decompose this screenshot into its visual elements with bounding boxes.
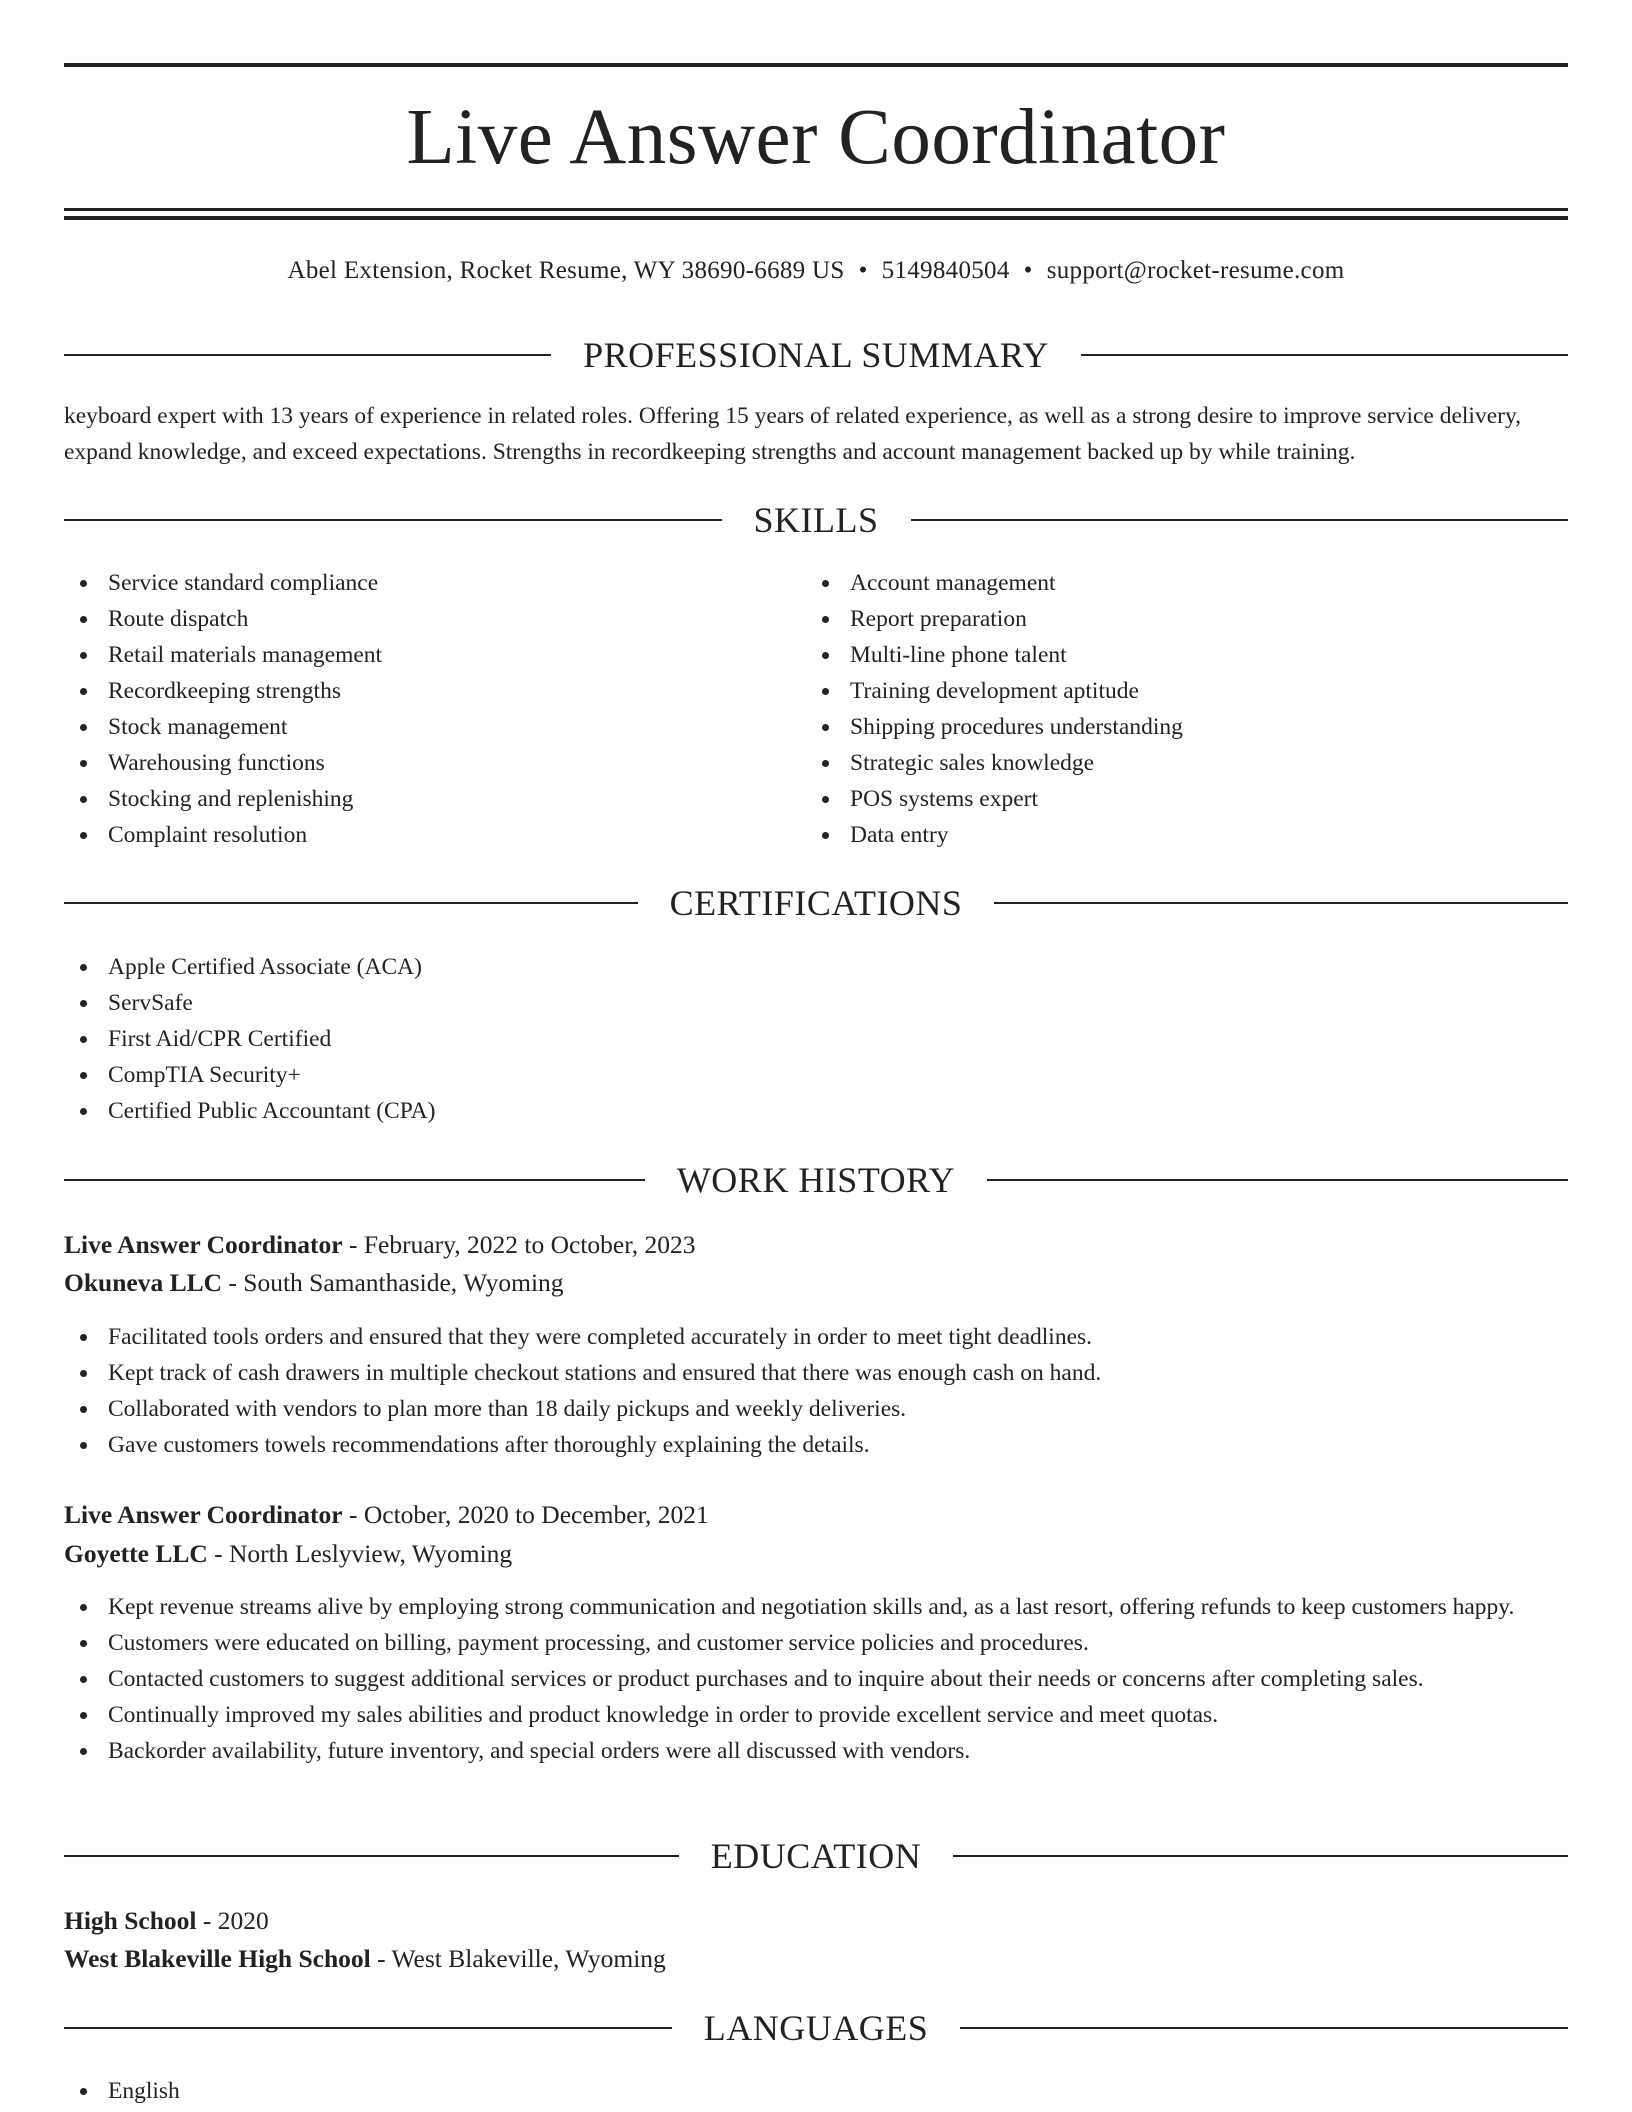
section-title: CERTIFICATIONS [669,883,963,923]
section-header-skills [64,498,1568,542]
job-bullet: Customers were educated on billing, payment processing, and customer service policies and procedures. [64,1625,1568,1661]
section-title: WORK HISTORY [676,1160,956,1200]
job-bullet: Collaborated with vendors to plan more than 18 daily pickups and weekly deliveries. [64,1391,1568,1427]
job-bullet: Facilitated tools orders and ensured that they were completed accurately in order to meet tight deadlines. [64,1319,1568,1355]
job-bullet: Kept track of cash drawers in multiple checkout stations and ensured that there was enough cash on hand. [64,1355,1568,1391]
job-dates: - February, 2022 to October, 2023 [342,1230,696,1259]
skill-item: Stock management [64,709,744,745]
certification-item: Certified Public Accountant (CPA) [64,1093,964,1129]
skills-list-left [64,565,744,853]
section-rule [987,1179,1568,1181]
skill-item: Training development aptitude [806,673,1506,709]
section-title: EDUCATION [710,1836,922,1876]
job-company: Goyette LLC [64,1539,208,1568]
skill-item: Account management [806,565,1506,601]
education-degree: High School [64,1906,197,1935]
certification-item: Apple Certified Associate (ACA) [64,949,964,985]
section-rule [911,519,1569,521]
job-location: - South Samanthaside, Wyoming [222,1268,564,1297]
job-title: Live Answer Coordinator [64,1500,343,1529]
skill-item: Strategic sales knowledge [806,745,1506,781]
resume-title: Live Answer Coordinator [406,94,1226,181]
skill-item: Data entry [806,817,1506,853]
skill-item: Complaint resolution [64,817,744,853]
job-title: Live Answer Coordinator [64,1230,343,1259]
job-title-line [64,1226,1568,1264]
section-header-certifications [64,881,1568,925]
job-bullet: Contacted customers to suggest additional services or product purchases and to inquire about their needs or concerns after completing sales. [64,1661,1568,1697]
section-rule [64,2027,672,2029]
skill-item: Retail materials management [64,637,744,673]
skill-item: POS systems expert [806,781,1506,817]
section-rule [64,1179,645,1181]
education-degree-line [64,1902,1568,1940]
contact-phone: 5149840504 [881,257,1010,284]
section-rule [960,2027,1568,2029]
job-location: - North Leslyview, Wyoming [207,1539,513,1568]
job-bullet: Continually improved my sales abilities and product knowledge in order to provide excellent service and meet quotas. [64,1697,1568,1733]
top-rule [64,63,1568,67]
job-company: Okuneva LLC [64,1268,223,1297]
skill-item: Report preparation [806,601,1506,637]
skill-item: Stocking and replenishing [64,781,744,817]
section-rule [64,354,551,356]
skill-item: Service standard compliance [64,565,744,601]
languages-list [64,2073,1568,2109]
job-bullets [64,1589,1568,1769]
certification-item: CompTIA Security+ [64,1057,964,1093]
section-rule [64,1855,679,1857]
skill-item: Warehousing functions [64,745,744,781]
job-bullet: Gave customers towels recommendations after thoroughly explaining the details. [64,1427,1568,1463]
section-title: LANGUAGES [703,2008,929,2048]
education-school: West Blakeville High School [64,1944,371,1973]
job-bullet: Backorder availability, future inventory, and special orders were all discussed with vendors. [64,1733,1568,1769]
job-title-line [64,1496,1568,1534]
job-dates: - October, 2020 to December, 2021 [342,1500,709,1529]
certification-item: ServSafe [64,985,964,1021]
certification-item: First Aid/CPR Certified [64,1021,964,1057]
certifications-list [64,949,964,1129]
job-bullets [64,1319,1568,1463]
contact-email: support@rocket-resume.com [1046,257,1345,284]
section-title: PROFESSIONAL SUMMARY [583,335,1049,375]
contact-line [64,253,1568,289]
education-year: - 2020 [196,1906,269,1935]
contact-separator: • [858,257,868,284]
skill-item: Recordkeeping strengths [64,673,744,709]
contact-separator: • [1023,257,1033,284]
section-title: SKILLS [753,500,879,540]
skills-list-right [806,565,1506,853]
section-rule [953,1855,1568,1857]
contact-address: Abel Extension, Rocket Resume, WY 38690-6689 US [287,257,845,284]
summary-text: keyboard expert with 13 years of experience in related roles. Offering 15 years of related experience, as well as a strong desire to improve service delivery, expand knowledge, and exceed expectations. Strengths in recordkeeping strengths and account management backed up by while training. [64,403,1522,465]
education-location: - West Blakeville, Wyoming [370,1944,666,1973]
education-school-line [64,1940,1568,1978]
section-rule [994,902,1568,904]
section-header-languages [64,2006,1568,2050]
skill-item: Multi-line phone talent [806,637,1506,673]
job-company-line [64,1264,1568,1302]
section-header-education [64,1834,1568,1878]
job-company-line [64,1535,1568,1573]
section-rule [64,519,722,521]
section-rule [1081,354,1568,356]
section-header-summary [64,333,1568,377]
language-item: English [64,2073,1568,2109]
title-double-rule [64,208,1568,220]
skill-item: Shipping procedures understanding [806,709,1506,745]
section-rule [64,902,638,904]
job-bullet: Kept revenue streams alive by employing strong communication and negotiation skills and, as a last resort, offering refunds to keep customers happy. [64,1589,1568,1625]
skill-item: Route dispatch [64,601,744,637]
section-header-work-history [64,1158,1568,1202]
